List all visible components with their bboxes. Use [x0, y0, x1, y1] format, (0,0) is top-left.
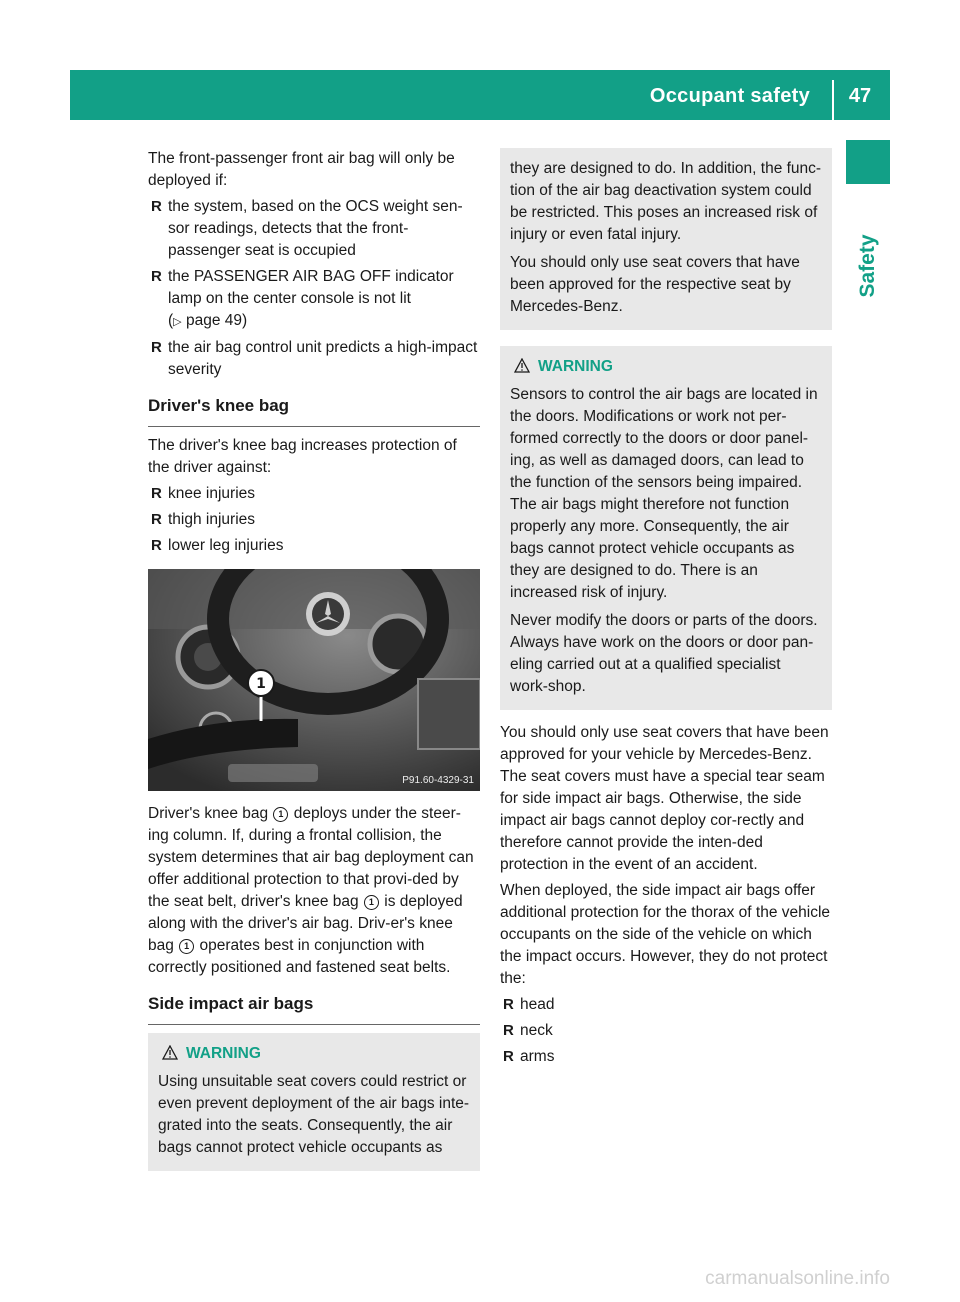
callout-1-icon: 1	[179, 939, 194, 954]
section-heading-side-impact: Side impact air bags	[148, 993, 480, 1025]
callout-1-icon: 1	[364, 895, 379, 910]
text-span: is deployed along with the driver's air bag. Driv-er's knee bag	[148, 893, 463, 954]
warning-text: Never modify the doors or parts of the doors. Always have work on the doors or door pan-eling carried out at a qualified specialist work-shop.	[510, 612, 818, 695]
bullet-icon: R	[151, 339, 162, 356]
page-ref-open: (	[168, 312, 174, 329]
warning-text: Using unsuitable seat covers could restrict or even prevent deployment of the air bags inte-grated into the seats. Consequently, the air bags cannot protect vehicle occupants as	[158, 1073, 470, 1156]
header-bar	[70, 70, 890, 120]
side-marker	[846, 140, 890, 184]
cockpit-illustration	[148, 569, 480, 791]
list-item	[148, 535, 480, 557]
bullet-icon: R	[503, 1022, 514, 1039]
list-item-text: arms	[520, 1048, 555, 1065]
deployment-conditions	[148, 196, 480, 381]
warning-text: You should only use seat covers that have been approved for the respective seat by Mercedes-Benz.	[510, 254, 800, 315]
list-item-text: thigh injuries	[168, 511, 256, 528]
intro-paragraph: The front-passenger front air bag will only be deployed if:	[148, 150, 455, 189]
warning-box-continued	[500, 148, 832, 330]
warning-heading	[158, 1043, 470, 1065]
side-airbag-paragraph: When deployed, the side impact air bags offer additional protection for the thorax of the vehicle occupants on the side of the vehicle on which the impact occurs. However, they do not protect the:	[500, 882, 831, 987]
knee-bag-description	[148, 803, 480, 979]
bullet-icon: R	[503, 996, 514, 1013]
text-span: deploys under the steer-ing column. If, during a frontal collision, the system determines that air bag deployment can offer additional protection to that provi-ded by the seat belt, driver's knee bag	[148, 805, 474, 910]
list-item	[500, 1046, 832, 1068]
bullet-icon: R	[503, 1048, 514, 1065]
section-title: Occupant safety	[649, 85, 810, 107]
warning-triangle-icon	[162, 1045, 178, 1060]
warning-box-seat-covers	[148, 1033, 480, 1171]
bullet-icon: R	[151, 485, 162, 502]
text-span: Driver's knee bag	[148, 805, 269, 822]
watermark: carmanualsonline.info	[705, 1268, 890, 1289]
page-ref-arrow-icon: ▷	[173, 316, 182, 328]
section-heading-knee-bag: Driver's knee bag	[148, 395, 480, 427]
bullet-icon: R	[151, 537, 162, 554]
side-tab-label: Safety	[856, 234, 879, 298]
not-protected-list	[500, 994, 832, 1068]
list-item	[148, 266, 480, 333]
list-item	[148, 483, 480, 505]
list-item-text: neck	[520, 1022, 553, 1039]
seat-cover-paragraph: You should only use seat covers that have been approved for your vehicle by Mercedes-Benz. The seat covers must have a special tear seam for side impact air bags. Otherwise, the side impact air bags cannot deploy cor-rectly and therefore cannot provide the inten-ded protection in the event of an accident.	[500, 724, 829, 873]
page-reference[interactable]: page 49)	[185, 312, 248, 329]
bullet-icon: R	[151, 268, 162, 285]
list-item	[148, 509, 480, 531]
left-column	[148, 148, 480, 1171]
list-item	[148, 337, 480, 381]
warning-heading	[510, 356, 822, 378]
list-item-text: the air bag control unit predicts a high-impact severity	[168, 339, 478, 378]
warning-label: WARNING	[186, 1045, 261, 1062]
list-item-text: the system, based on the OCS weight sen-sor readings, detects that the front-passenger seat is occupied	[168, 198, 463, 259]
side-tab	[846, 196, 890, 336]
text-span: operates best in conjunction with correctly positioned and fastened seat belts.	[148, 937, 451, 976]
header-divider	[832, 80, 834, 120]
list-item	[500, 994, 832, 1016]
callout-1-label: 1	[256, 676, 266, 692]
list-item-text: lower leg injuries	[168, 537, 284, 554]
bullet-icon: R	[151, 511, 162, 528]
warning-label: WARNING	[538, 358, 613, 375]
knee-bag-figure	[148, 569, 480, 791]
right-column	[500, 148, 832, 1072]
list-item-text: the PASSENGER AIR BAG OFF indicator lamp on the center console is not lit	[168, 268, 454, 307]
knee-intro: The driver's knee bag increases protection of the driver against:	[148, 437, 457, 476]
warning-text: they are designed to do. In addition, the func-tion of the air bag deactivation system could be restricted. This poses an increased risk of injury or even fatal injury.	[510, 160, 822, 243]
list-item	[500, 1020, 832, 1042]
bullet-icon: R	[151, 198, 162, 215]
figure-code: P91.60-4329-31	[402, 775, 474, 786]
warning-text: Sensors to control the air bags are located in the doors. Modifications or work not per-formed correctly to the doors or door panel-ing, as well as damaged doors, can lead to the function of the sensors being impaired. The air bags might therefore not function properly any more. Consequently, the air bags cannot protect vehicle occupants as they are designed to do. There is an increased risk of injury.	[510, 386, 818, 601]
warning-triangle-icon	[514, 358, 530, 373]
warning-box-door-sensors	[500, 346, 832, 710]
page-number: 47	[848, 85, 872, 107]
callout-1-icon: 1	[273, 807, 288, 822]
list-item	[148, 196, 480, 262]
list-item-text: head	[520, 996, 555, 1013]
knee-protection-list	[148, 483, 480, 557]
list-item-text: knee injuries	[168, 485, 256, 502]
